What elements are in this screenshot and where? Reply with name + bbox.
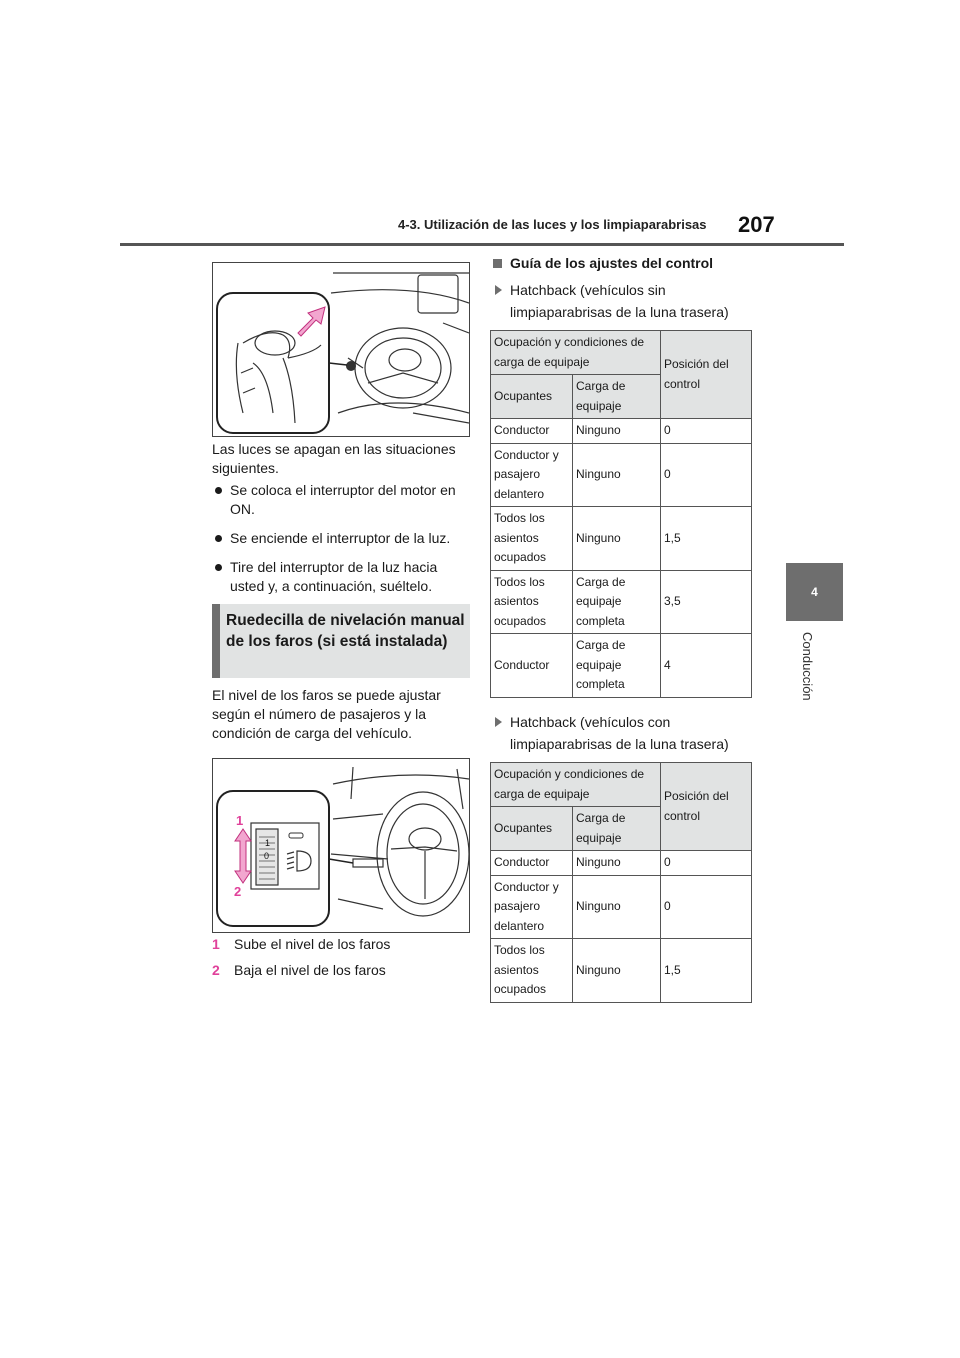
cell-load: Ninguno [573,851,661,876]
bullet-list [212,481,470,606]
guide-heading [493,255,713,271]
triangle-bullet-icon [495,285,502,295]
chapter-tab: 4 [786,563,843,621]
table-row [491,419,752,444]
cell-position: 0 [661,851,752,876]
list-item-text: Se enciende el interruptor de la luz. [230,530,451,546]
variant-label [493,279,758,323]
settings-table [490,330,752,698]
variant-text: Hatchback (vehículos con limpiaparabrisas de la luna trasera) [510,714,729,752]
cell-load: Ninguno [573,939,661,1003]
header-occupants: Ocupantes [491,807,573,851]
header-occupants: Ocupantes [491,375,573,419]
cell-load: Carga de equipaje completa [573,634,661,698]
table-row [491,875,752,939]
bullet-icon [215,564,222,571]
bullet-icon [215,535,222,542]
cell-occupants: Todos los asientos ocupados [491,939,573,1003]
dial-label-1: 1 [265,838,271,848]
list-item [212,558,470,596]
table-row [491,570,752,634]
settings-table [490,762,752,1003]
legend-text: Baja el nivel de los faros [234,962,386,978]
legend-number: 2 [212,962,220,978]
cell-occupants: Conductor [491,851,573,876]
list-item-text: Tire del interruptor de la luz hacia usted y, a continuación, suéltelo. [230,559,438,594]
bullet-icon [215,487,222,494]
variant-text: Hatchback (vehículos sin limpiaparabrisas de la luna trasera) [510,282,729,320]
dial-label-0: 0 [264,851,270,861]
cell-position: 4 [661,634,752,698]
page-number: 207 [738,212,775,237]
legend-text: Sube el nivel de los faros [234,936,391,952]
intro-paragraph: Las luces se apagan en las situaciones siguientes. [212,441,456,476]
section-heading-bar [212,604,220,678]
list-item-text: Se coloca el interruptor del motor en ON. [230,482,456,517]
cell-load: Ninguno [573,419,661,444]
header-rule [120,243,844,246]
section-title: 4-3. Utilización de las luces y los limpiaparabrisas [398,217,707,232]
cell-occupants: Conductor [491,419,573,444]
cell-load: Ninguno [573,875,661,939]
leveling-dial-illustration [212,758,470,933]
cell-occupants: Conductor y pasajero delantero [491,443,573,507]
figure-label-2: 2 [234,884,242,899]
cell-occupants: Todos los asientos ocupados [491,570,573,634]
figure-label-1: 1 [236,813,244,828]
square-bullet-icon [493,259,502,268]
chapter-label: Conducción [800,632,815,701]
cell-position: 0 [661,875,752,939]
list-item [212,481,470,519]
header-occupancy: Ocupación y condiciones de carga de equipaje [491,331,661,375]
legend-item [212,936,390,952]
cell-position: 1,5 [661,507,752,571]
cell-occupants: Todos los asientos ocupados [491,507,573,571]
table-header-row [491,331,752,375]
header-position: Posición del control [661,763,752,851]
cell-occupants: Conductor [491,634,573,698]
table-row [491,851,752,876]
cell-load: Ninguno [573,507,661,571]
cell-position: 1,5 [661,939,752,1003]
light-switch-illustration [212,262,470,437]
header-load: Carga de equipaje [573,807,661,851]
list-item [212,529,470,548]
cell-load: Carga de equipaje completa [573,570,661,634]
section-heading: Ruedecilla de nivelación manual de los faros (si está instalada) [226,612,465,650]
legend-item [212,962,386,978]
cell-position: 0 [661,419,752,444]
leveling-dial-drawing [213,759,469,932]
triangle-bullet-icon [495,717,502,727]
table-row [491,507,752,571]
leveling-paragraph: El nivel de los faros se puede ajustar según el número de pasajeros y la condición de carga del vehículo. [212,687,441,741]
cell-position: 0 [661,443,752,507]
variant-label [493,711,758,755]
light-switch-drawing [213,263,469,436]
cell-position: 3,5 [661,570,752,634]
header-load: Carga de equipaje [573,375,661,419]
header-occupancy: Ocupación y condiciones de carga de equipaje [491,763,661,807]
table-row [491,939,752,1003]
cell-load: Ninguno [573,443,661,507]
table-row [491,443,752,507]
legend-number: 1 [212,936,220,952]
table-header-row [491,763,752,807]
guide-heading-text: Guía de los ajustes del control [510,255,714,271]
table-row [491,634,752,698]
cell-occupants: Conductor y pasajero delantero [491,875,573,939]
header-position: Posición del control [661,331,752,419]
